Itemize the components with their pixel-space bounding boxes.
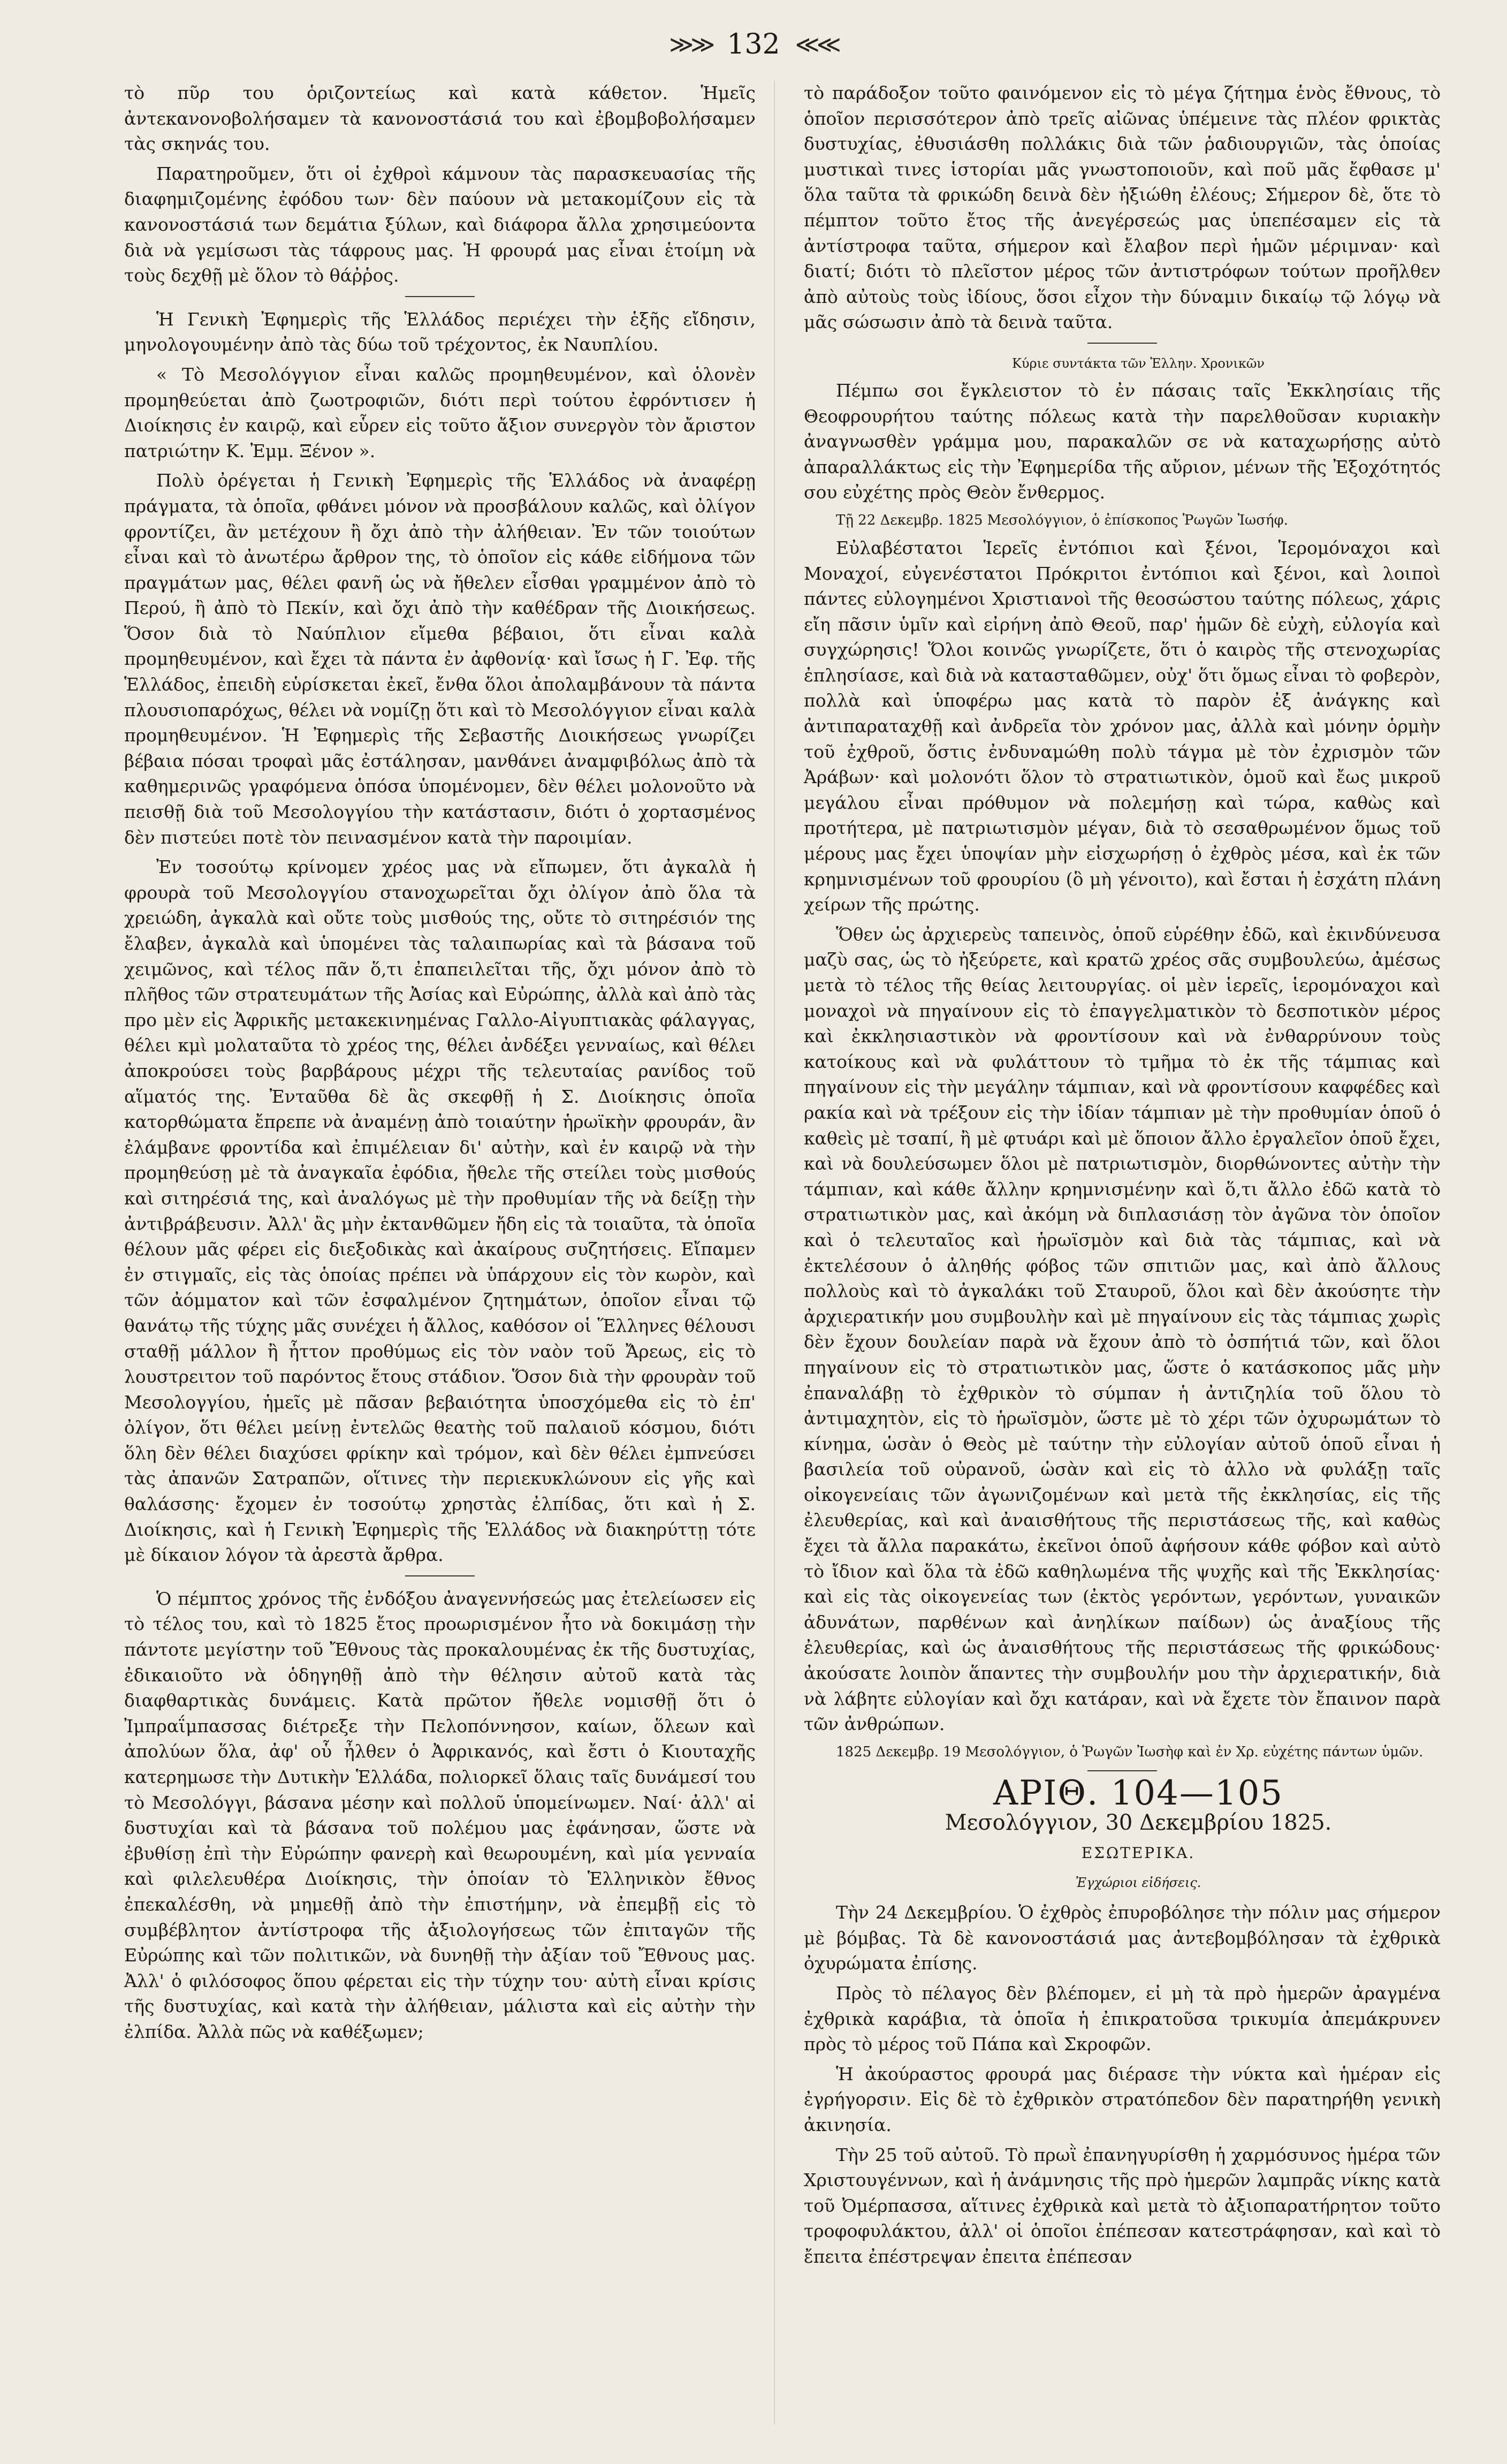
news-paragraph: Πρὸς τὸ πέλαγος δὲν βλέπομεν, εἰ μὴ τὰ πρὸ ἡμερῶν ἀραγμένα ἐχθρικὰ καράβια, τὰ ὁποῖα ἡ ἐπικρατοῦσα τρικυμία ἀπεμάκρυνεν πρὸς τὸ μέρος τοῦ Πάπα καὶ Σκροφῶν. [804,1982,1441,2055]
letter-signature: 1825 Δεκεμβρ. 19 Μεσολόγγιον, ὁ Ῥωγῶν Ἰωσὴφ καὶ ἐν Χρ. εὐχέτης πάντων ὑμῶν. [836,1743,1424,1760]
news-paragraph: Ἡ ἀκούραστος φρουρά μας διέρασε τὴν νύκτα καὶ ἡμέραν εἰς ἐγρήγορσιν. Εἰς δὲ τὸ ἐχθρικὸν στρατόπεδον δὲν παρατηρήθη γενικὴ ἀκινησία. [804,2063,1441,2135]
column-divider [774,80,775,2425]
news-paragraph: Τὴν 25 τοῦ αὐτοῦ. Τὸ πρωῒ ἐπανηγυρίσθη ἡ χαρμόσυνος ἡμέρα τῶν Χριστουγέννων, καὶ ἡ ἀνάμνησις τῆς πρὸ ἡμερῶν λαμπρᾶς νίκης κατὰ τοῦ Ὀμέρπασσα, αἵτινες ἐχθρικὰ καὶ μετὰ τὸ ἀξιοπαρατήρητον τοῦτο τροφοφυλάκτου, ἀλλ' οἱ ὁποῖοι ἐπέπεσαν κατεστράφησαν, καὶ καὶ τὸ ἔπειτα ἐπέστρεψαν ἐπειτα ἐπέπεσαν [804,2144,1441,2267]
paragraph: Ἐν τοσούτῳ κρίνομεν χρέος μας νὰ εἴπωμεν, ὅτι ἀγκαλὰ ἡ φρουρὰ τοῦ Μεσολογγίου στανοχωρεῖται ὄχι ὀλίγον ἀπὸ ὅλα τὰ χρειώδη, ἀγκαλὰ καὶ οὔτε τοὺς μισθούς της, οὔτε τὸ σιτηρέσιόν της ἔλαβεν, ἀγκαλὰ καὶ ὑπομένει τὰς ταλαιπωρίας καὶ τὰ βάσανα τοῦ χειμῶνος, καὶ τέλος πᾶν ὅ,τι ἐπαπειλεῖται τῆς, ὄχι μόνον ἀπὸ τὸ πλῆθος τῶν στρατευμάτων τῆς Ἀσίας καὶ Εὐρώπης, ἀλλὰ καὶ ἀπὸ τὰς προ μὲν εἰς Ἀφρικῆς μετακεκινημένας Γαλλο-Αἰγυπτιακὰς φάλαγγας, θέλει κμὶ μολαταῦτα τὸ χρέος της, θέλει ἀνδέξει γενναίως, καὶ θέλει ἀποκρούσει τοὺς βαρβάρους μέχρι τῆς τελευταίας ρανίδος τοῦ αἵματός της. Ἐνταῦθα δὲ ἃς σκεφθῇ ἡ Σ. Διοίκησις ὁποῖα κατορθώματα ἔπρεπε νὰ ἀναμένῃ ἀπὸ τοιαύτην ἡρωϊκὴν φρουράν, ἂν ἐλάμβανε φροντίδα καὶ ἐπιμέλειαν δι' αὐτὴν, καὶ ἐν καιρῷ νὰ τὴν προμηθεύσῃ μὲ τὰ ἀναγκαῖα ἐφόδια, ἤθελε τῆς στείλει τοὺς μισθούς καὶ σιτηρέσιά της, καὶ ἀναλόγως μὲ τὴν προθυμίαν τῆς νὰ δείξῃ τὴν ἀντιβράβευσιν. Ἀλλ' ἂς μὴν ἐκτανθῶμεν ἤδη εἰς τὰ τοιαῦτα, τὰ ὁποῖα θέλουν μᾶς φέρει εἰς διεξοδικὰς καὶ ἀκαίρους συζητήσεις. Εἴπαμεν ἐν στιγμαῖς, εἰς τὰς ὁποίας πρέπει νὰ ὑπάρχουν εἰς τὸν κωρὸν, καὶ τῶν ἀόμματον καὶ τῶν ἐσφαλμένον ζητημάτων, ὁποῖον εἶναι τῷ θανάτῳ τῆς τύχης μᾶς συνέχει ἡ ἄλλος, καθόσον οἱ Ἕλληνες θέλουσι σταθῇ μάλλον ἢ ἧττον προθύμως εἰς τὸν ναὸν τοῦ Ἄρεως, εἰς τὸ λουστρειτον τοῦ παρόντος ἔτους στάδιον. Ὅσον διὰ τὴν φρουρὰν τοῦ Μεσολογγίου, ἡμεῖς μὲ πᾶσαν βεβαιότητα ὑποσχόμεθα εἰς τὸ ἐπ' ὀλίγον, ὅτι θέλει μείνῃ ἐντελῶς θεατὴς τοῦ παλαιοῦ κόσμου, διότι ὅλη δὲν θέλει διαχύσει φρίκην καὶ τρόμον, καὶ δὲν θέλει ἐμπνεύσει τὰς ἀπανῶν Σατραπῶν, οἵτινες τὴν περιεκυκλώνουν εἰς γῆς καὶ θαλάσσης· ἔχομεν ἐν τοσούτῳ χρηστὰς ἐλπίδας, ὅτι καὶ ἡ Σ. Διοίκησις, καὶ ἡ Γενικὴ Ἐφημερὶς τῆς Ἑλλάδος νὰ διακηρύττῃ τότε μὲ δίκαιον λόγον τὰ ἀρεστὰ ἄρθρα. [124,856,756,1566]
issue-heading: ΑΡΙΘ. 104—105 [993,1773,1284,1813]
news-paragraph: Τὴν 24 Δεκεμβρίου. Ὁ ἐχθρὸς ἐπυροβόλησε τὴν πόλιν μας σήμερον μὲ βόμβας. Τὰ δὲ κανονοστάσιά μας ἀντεβομβόλησαν τὰ ἐχθρικὰ ὀχυρώματα ἐπίσης. [804,1902,1441,1974]
section-separator [1087,1770,1157,1771]
letter-dateline: Τῇ 22 Δεκεμβρ. 1825 Μεσολόγγιον, ὁ ἐπίσκοπος Ῥωγῶν Ἰωσήφ. [836,512,1289,528]
paragraph: Ὁ πέμπτος χρόνος τῆς ἐνδόξου ἀναγεννήσεώς μας ἐτελείωσεν εἰς τὸ τέλος του, καὶ τὸ 1825 ἔτος προωρισμένον ἦτο νὰ δοκιμάσῃ τὴν πάντοτε μεγίστην τοῦ Ἔθνους τὰς προκαλουμένας ἐκ τῆς δυστυχίας, ἐδικαιοῦτο νὰ ὁδηγηθῇ ἀπὸ τὴν θέλησιν αὐτοῦ κατὰ τὰς διαφθαρτικὰς δυνάμεις. Κατὰ πρῶτον ἤθελε νομισθῇ ὅτι ὁ Ἰμπραΐμπασσας διέτρεξε τὴν Πελοπόννησον, καίων, ὅλεων καὶ ἀπολύων ὅλα, ἀφ' οὗ ἦλθεν ὁ Ἀφρικανός, καὶ ἔστι ὁ Κιουταχῆς κατερημωσε τὴν Δυτικὴν Ἑλλάδα, πολιορκεῖ ὅλαις ταῖς δυνάμεσί του τὸ Μεσολόγγι, βάσανα μέσην καὶ πολλοῦ ὑπομείνωμεν. Ναί· ἀλλ' αἱ δυστυχίαι καὶ τὰ βάσανα τοῦ πολέμου μας ἐφάνησαν, ὥστε νὰ ἐβυθίσῃ ἐπὶ τὴν Εὐρώπην φανερὴ καὶ θεωρουμένη, καὶ μία γενναία καὶ φιλελευθέρα Διοίκησις, τὴν ὁποίαν τὸ Ἑλληνικὸν ἔθνος ἐπεκαλέσθη, νὰ μημεθῇ ἀπὸ τὴν ἐπιστήμην, νὰ ἐπεμβῇ εἰς τὸ συμβέβλητον ἀντίστροφα τῆς ἀξιολογήσεως τῶν ἐπιταγῶν τῆς Εὐρώπης καὶ τῶν πολιτικῶν, νὰ δυνηθῇ τὴν ἀξίαν τοῦ Ἔθνους μας. Ἀλλ' ὁ φιλόσοφος ὅπου φέρεται εἰς τὴν τύχην του· αὐτὴ εἶναι κρίσις τῆς δυστυχίας, καὶ κατὰ τὴν ἀλήθειαν, μάλιστα καὶ εἰς αὐτὴν τὴν ἐλπίδα. Ἀλλὰ πῶς νὰ καθέξωμεν; [124,1588,756,2042]
paragraph: Ἡ Γενικὴ Ἐφημερὶς τῆς Ἑλλάδος περιέχει τὴν ἑξῆς εἴδησιν, μηνολογουμένην ἀπὸ τὰς δύω τοῦ τρέχοντος, ἐκ Ναυπλίου. [124,308,756,355]
subsection-title: Ἐγχώριοι εἰδήσεις. [1075,1875,1201,1890]
right-column [804,80,1441,2274]
quoted-news: « Τὸ Μεσολόγγιον εἶναι καλῶς προμηθευμένον, καὶ ὁλονὲν προμηθεύεται ἀπὸ ζωοτροφιῶν, διότι περὶ τούτου ἐφρόντισεν ἡ Διοίκησις ἐν καιρῷ, καὶ εὗρεν εἰς τοῦτο ἄξιον συνεργὸν τὸν ἄριστον πατριώτην Κ. Ἐμμ. Ξένον ». [124,363,756,461]
place-date: Μεσολόγγιον, 30 Δεκεμβρίου 1825. [945,1810,1332,1836]
page-number: 132 [727,28,780,60]
ornament-left-icon: ≫≫ [669,31,712,58]
letter-heading: Κύριε συντάκτα τῶν Ἑλλην. Χρονικῶν [1012,355,1265,371]
letter-body-paragraph: Ὅθεν ὡς ἀρχιερεὺς ταπεινὸς, ὁποῦ εὑρέθην ἐδῶ, καὶ ἐκινδύνευσα μαζὺ σας, ὡς τὸ ἠξεύρετε, καὶ κρατῶ χρέος σᾶς συμβουλεύω, ἀμέσως μετὰ τὸ τέλος τῆς θείας λειτουργίας. οἱ μὲν ἱερεῖς, ἱερομόναχοι καὶ μοναχοὶ νὰ πηγαίνουν εἰς τὸ ἐπαγγελματικὸν τὸ δεσποτικὸν μέρος καὶ ἐκκλησιαστικὸν νὰ φροντίσουν καὶ νὰ ἐνθαρρύνουν τοὺς κατοίκους καὶ νὰ φυλάττουν τὸ τμῆμα τὸ ἐκ τῆς τάμπιας καὶ πηγαίνουν εἰς τὴν μεγάλην τάμπιαν, καὶ νὰ φροντίσουν καφφέδες καὶ ρακία καὶ νὰ τρέξουν εἰς τὴν ἰδίαν τάμπιαν μὲ τὴν προθυμίαν ὁποῦ ὁ καθεὶς μὲ τσαπί, ἢ μὲ φτυάρι καὶ μὲ ὅποιον ἄλλο ἐργαλεῖον ὁποῦ ἔχει, καὶ νὰ δουλεύσωμεν ὅλοι μὲ πατριωτισμὸν, διορθώνοντες αὐτὴν τὴν τάμπιαν, καὶ κάθε ἄλλην κρημνισμένην καὶ ὅ,τι ἄλλο ἐδῶ κατὰ τὸ στρατιωτικὸν μας, καὶ ἀκόμη νὰ διπλασιάσῃ τὸν ἀγῶνα τὸν ὁποῖον καὶ ὁ τελευταῖος καὶ ἡρωϊσμὸν καὶ διὰ τὰς τάμπιας, καὶ νὰ ἐκτελέσουν ὁ ἀληθής φόβος τῶν σπιτιῶν μας, καὶ ἀπὸ ἄλλους πολλοὺς καὶ τὸ ἀγκαλάκι τοῦ Σταυροῦ, ὅλοι καὶ δὲν ἀκούσητε τὴν ἀρχιερατικήν μου συμβουλὴν καὶ μὲ πηγαίνουν εἰς τὰς τάμπιας χωρὶς δὲν ἔχουν δουλείαν παρὰ νὰ ἔχουν ἀπὸ τὸ ὀσπήτιά τῶν, καὶ ὅλοι πηγαίνουν εἰς τὸ στρατιωτικὸν μας, ὥστε ὁ κατάσκοπος μᾶς μὴν ἐπαναλάβῃ τὸ ἐχθρικὸν τὸ σύμπαν ἡ ἀντιζηλία τοῦ ὅλου τὸ ἀντιμαχητὸν, εἰς τὸ ἡρωϊσμὸν, ὥστε μὲ τὸ χέρι τῶν ὀχυρωμάτων τὸ κίνημα, ὡσὰν ὁ Θεὸς μὲ ταύτην τὴν εὐλογίαν αὐτοῦ ὁποῦ εἶναι ἡ βασιλεία τοῦ οὐρανοῦ, ὡσὰν καὶ εἰς τὸ ἀλλο νὰ φυλάξῃ ταῖς οἰκογενείαις τῶν ἀγωνιζομένων καὶ μετὰ τῆς ἐκκλησίας, εἰς τῆς ἐλευθερίας, καὶ καὶ ἀναισθήτους τῆς περιστάσεως τῆς, καὶ καθὼς ἔχει τὰ ἄλλα παρακάτω, ἐκεῖνοι ὁποῦ ἀφήσουν κάθε φόβον καὶ αὐτὸ τὸ ἴδιον καὶ ὅλα τὰ ἐδῶ καθηλωμένα τῆς ψυχῆς καὶ τῆς Ἐκκλησίας· καὶ εἰς τὰς οἰκογενείας των (ἐκτὸς γερόντων, γερόντων, γυναικῶν ἀδυνάτων, παρθένων καὶ ἀνηλίκων παίδων) ὡς ἀναξίους τῆς ἐλευθερίας, καὶ ὡς ἀναισθήτους τῆς περιστάσεως τῆς φρικώδους· ἀκούσατε λοιπὸν ἅπαντες τὴν συμβουλήν μου τὴν ἀρχιερατικήν, διὰ νὰ λάβητε εὐλογίαν καὶ ὄχι κατάραν, καὶ νὰ ἔχετε τὸν ἔπαινον παρὰ τῶν ἀνθρώπων. [804,923,1441,1735]
paragraph: τὸ παράδοξον τοῦτο φαινόμενον εἰς τὸ μέγα ζήτημα ἑνὸς ἔθνους, τὸ ὁποῖον περισσότερον ἀπὸ τρεῖς αἰῶνας ὑπέμεινε τὰς πλέον φρικτὰς δυστυχίας, ἐθυσιάσθη πολλάκις διὰ τῶν ῥαδιουργιῶν, τὰς ὁποίας μυστικαὶ τινες ἱστορίαι μᾶς γνωστοποιοῦν, καὶ ποῦ μᾶς ἔφθασε μ' ὅλα ταῦτα τὰ φρικώδη δεινὰ δὲν ἠξιώθη ἐλέους; Σήμερον δὲ, ὅτε τὸ πέμπτον τοῦτο ἔτος τῆς ἀνεγέρσεώς μας ὑπεπέσαμεν εἰς τὰ ἀντίστροφα ταῦτα, σήμερον καὶ ἔλαβον περὶ ἡμῶν μέριμναν· καὶ διατί; διότι τὸ πλεῖστον μέρος τῶν ἀντιστρόφων τούτων προῆλθεν ἀπὸ αὐτοὺς τοὺς ἰδίους, ὅσοι εἶχον τὴν δύναμιν δικαίῳ τῷ λόγῳ νὰ μᾶς σώσωσιν ἀπὸ τὰ δεινὰ ταῦτα. [804,82,1441,333]
section-separator [405,1575,475,1576]
paragraph: Παρατηροῦμεν, ὅτι οἱ ἐχθροὶ κάμνουν τὰς παρασκευασίας τῆς διαφημιζομένης ἐφόδου των· δὲν παύουν νὰ μετακομίζουν εἰς τὰ κανονοστάσιά των δεμάτια ξύλων, καὶ διάφορα ἄλλα χρησιμεύοντα διὰ νὰ γεμίσωσι τὰς τάφρους μας. Ἡ φρουρά μας εἶναι ἑτοίμη νὰ τοὺς δεχθῇ μὲ ὅλον τὸ θάῤῥος. [124,163,756,286]
paragraph: Πολὺ ὀρέγεται ἡ Γενικὴ Ἐφημερὶς τῆς Ἑλλάδος νὰ ἀναφέρῃ πράγματα, τὰ ὁποῖα, φθάνει μόνον νὰ προσβάλουν καλῶς, καὶ ὀλίγον φροντίζει, ἂν μετέχουν ἢ ὄχι ἀπὸ τὴν ἀλήθειαν. Ἐν τῶν τοιούτων εἶναι καὶ τὸ ἀνωτέρω ἄρθρον της, τὸ ὁποῖον εἰς κάθε εἰδήμονα τῶν πραγμάτων μας, θέλει φανῆ ὡς νὰ ἤθελεν εἶσθαι γραμμένον ἀπὸ τὸ Περού, ἢ ἀπὸ τὸ Πεκίν, καὶ ὄχι ἀπὸ τὴν καθέδραν τῆς Διοικήσεως. Ὅσον διὰ τὸ Ναύπλιον εἴμεθα βέβαιοι, ὅτι εἶναι καλὰ προμηθευμένον, καὶ ἔχει τὰ πάντα ἐν ἀφθονίᾳ· καὶ ἴσως ἡ Γ. Ἐφ. τῆς Ἑλλάδος, ἐπειδὴ εὑρίσκεται ἐκεῖ, ἔνθα ὅλοι ἀπολαμβάνουν τὰ πάντα πλουσιοπαρόχως, θέλει νὰ νομίζῃ ὅτι καὶ τὸ Μεσολόγγιον εἶναι καλὰ προμηθευμένον. Ἡ Ἐφημερὶς τῆς Σεβαστῆς Διοικήσεως γνωρίζει βέβαια πόσαι τροφαὶ μᾶς ἐστάλησαν, μανθάνει ἀναμφιβόλως ἀπὸ τὰ καθημερινῶς γραφόμενα ὁπόσα ὑπομένομεν, δὲν θέλει μολονοῦτο νὰ πεισθῇ διὰ τοῦ Μεσολογγίου τὴν κατάστασιν, διότι ὁ χορτασμένος δὲν πιστεύει ποτὲ τὸν πεινασμένον κατὰ τὴν παροιμίαν. [124,470,756,848]
left-column [124,80,756,2049]
letter-intro: Πέμπω σοι ἔγκλειστον τὸ ἐν πάσαις ταῖς Ἐκκλησίαις τῆς Θεοφρουρήτου ταύτης πόλεως κατὰ τὴν παρελθοῦσαν κυριακὴν ἀναγνωσθὲν γράμμα μου, παρακαλῶν σε νὰ καταχωρήσῃς αὐτὸ ἀπαραλλάκτως εἰς τὴν Ἐφημερίδα τῆς αὔριον, μένων τῆς Ἐξοχότητός σου εὐχέτης πρὸς Θεὸν ἔνθερμος. [804,380,1441,503]
section-separator [1087,343,1157,344]
section-separator [405,296,475,297]
section-title: ΕΣΩΤΕΡΙΚΑ. [1081,1844,1196,1862]
page-header [0,26,1507,63]
letter-body-paragraph: Εὐλαβέστατοι Ἱερεῖς ἐντόπιοι καὶ ξένοι, Ἱερομόναχοι καὶ Μοναχοί, εὐγενέστατοι Πρόκριτοι ἐντόπιοι καὶ ξένοι, καὶ λοιποὶ πάντες εὐλογημένοι Χριστιανοὶ τῆς θεοσώστου ταύτης πόλεως, χάρις εἴη πᾶσιν ὑμῖν καὶ εἰρήνη ἀπὸ Θεοῦ, παρ' ἡμῶν δὲ εὐχὴ, εὐλογία καὶ συγχώρησις! Ὅλοι κοινῶς γνωρίζετε, ὅτι ὁ καιρὸς τῆς στενοχωρίας ἐπλησίασε, καὶ διὰ νὰ κατασταθῶμεν, οὐχ' ὅτι ὅμως εἶναι τὸ φοβερὸν, πολλὰ καὶ ὑποφέρω μας κατὰ τὸ παρὸν ἐξ ἀνάγκης καὶ ἀντιπαραταχθῇ καὶ ἀνδρεῖα τὸν χρόνον μας, ἀλλὰ καὶ μόνην ὁρμὴν τοῦ ἐχθροῦ, ὅστις ἐνδυναμώθη πολὺ τάγμα μὲ τὸν ἐχρισμὸν τῶν Ἀράβων· καὶ μολονότι ὅλον τὸ στρατιωτικὸν, ὁμοῦ καὶ ἔως μικροῦ μεγάλου εἶναι πρόθυμον νὰ πολεμήσῃ καὶ τώρα, καθὼς καὶ προτήτερα, μὲ πατριωτισμὸν μέγαν, διὰ τὸ σεσαθρωμένον ὅμως τοῦ μέρους μας ἔχει ὑποψίαν μὴν εἰσχωρήσῃ ὁ ἐχθρὸς μέσα, καὶ ἐκ τῶν κρημνισμένων τοῦ φρουρίου (ὃ μὴ γένοιτο), καὶ ἔσται ἡ ἐσχάτη πλάνη χείρων τῆς πρώτης. [804,537,1441,915]
paragraph: τὸ πῦρ του ὁριζοντείως καὶ κατὰ κάθετον. Ἡμεῖς ἀντεκανονοβολήσαμεν τὰ κανονοστάσιά του καὶ ἐβομβοβολήσαμεν τὰς σκηνάς του. [124,82,756,155]
ornament-right-icon: ≪≪ [795,31,838,58]
